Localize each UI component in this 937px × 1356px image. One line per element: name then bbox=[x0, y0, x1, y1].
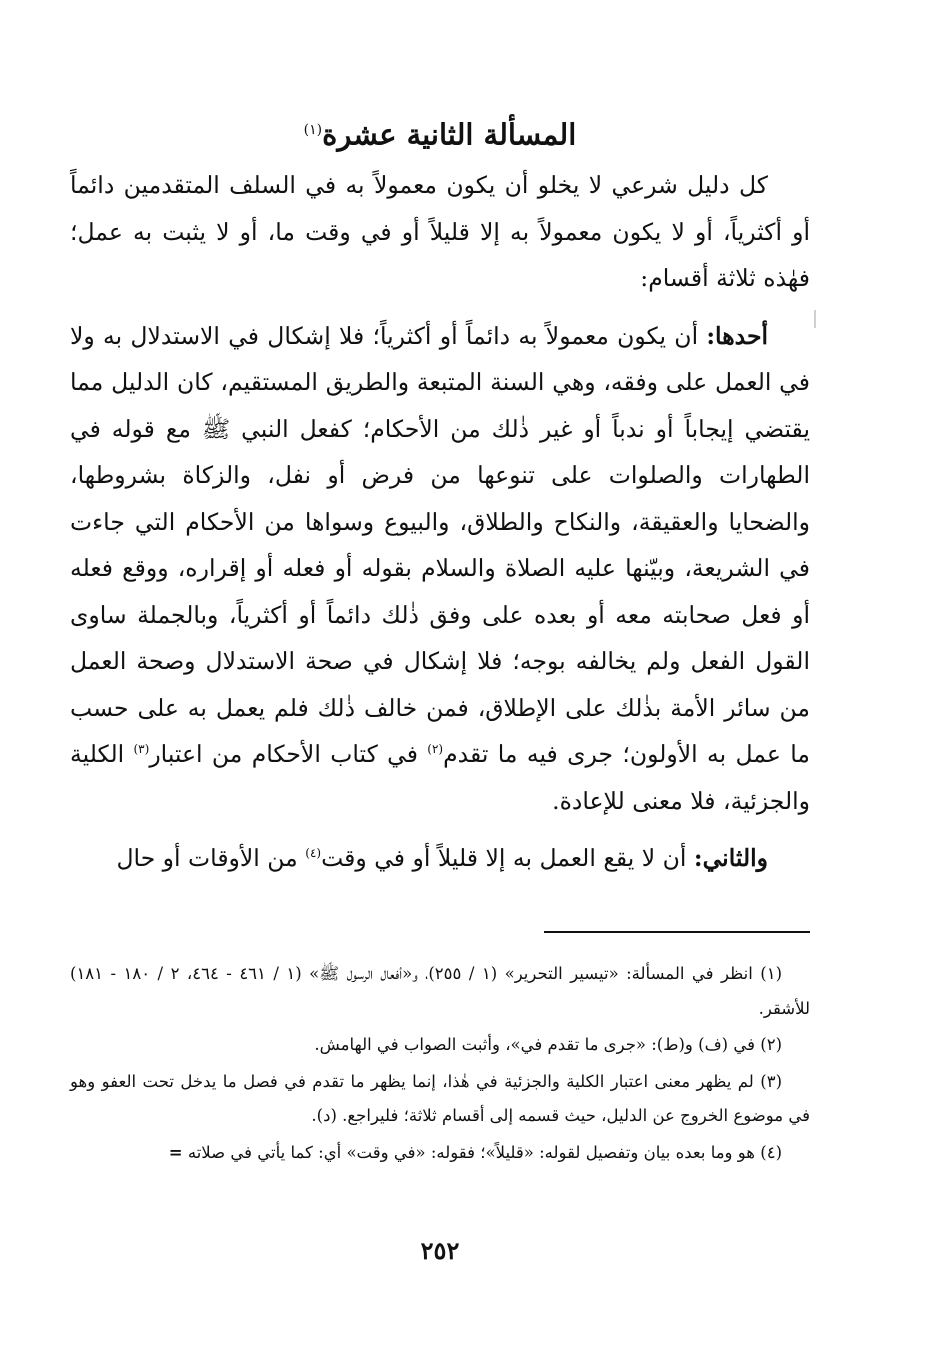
paragraph-second-category bbox=[70, 835, 810, 882]
footnotes bbox=[70, 957, 810, 1172]
footnote-ref-4[interactable]: (٤) bbox=[305, 846, 322, 861]
footnote-3: (٣) لم يظهر معنى اعتبار الكلية والجزئية في هٰذا، إنما يظهر ما تقدم في فصل ما يدخل تحت العفو وهو في موضوع الخروج عن الدليل، حيث قسمه إلى أقسام ثلاثة؛ فليراجع. (د). bbox=[70, 1071, 810, 1125]
footnote-1: (١) انظر في المسألة: «تيسير التحرير» (١ / ٢٥٥)، و«أفعال الرسول ﷺ» (١ / ٤٦١ - ٤٦٤، ٢ / ١٨٠ - ١٨١) للأشقر. bbox=[70, 964, 810, 1018]
second-category-label: والثاني: bbox=[693, 844, 768, 872]
footnote-ref-3[interactable]: (٣) bbox=[133, 742, 150, 757]
section-title-text: المسألة الثانية عشرة bbox=[322, 117, 577, 152]
second-category-text-a: أن لا يقع العمل به إلا قليلاً أو في وقت bbox=[321, 844, 687, 872]
second-category-text-b: من الأوقات أو حال bbox=[116, 844, 298, 872]
footnote-4-text: (٤) هو وما بعده بيان وتفصيل لقوله: «قليلاً»؛ فقوله: «في وقت» أي: كما يأتي في صلاته bbox=[187, 1142, 782, 1162]
footnote-divider bbox=[544, 931, 810, 933]
first-category-text-c: الكلية والجزئية، فلا معنى للإعادة. bbox=[70, 740, 810, 815]
margin-mark bbox=[814, 310, 816, 328]
first-category-label: أحدها: bbox=[706, 321, 768, 350]
footnote-ref-2[interactable]: (٢) bbox=[427, 742, 444, 757]
footnote-2: (٢) في (ف) و(ط): «جرى ما تقدم في»، وأثبت الصواب في الهامش. bbox=[314, 1035, 782, 1054]
paragraph-first-category bbox=[70, 313, 810, 825]
book-page bbox=[70, 0, 810, 1356]
section-title bbox=[70, 100, 810, 165]
footnote-ref-1[interactable]: (١) bbox=[303, 122, 323, 138]
footnote-4 bbox=[70, 1136, 810, 1171]
main-text bbox=[70, 162, 810, 893]
first-category-text-b: في كتاب الأحكام من اعتبار bbox=[149, 740, 418, 768]
paragraph-intro: كل دليل شرعي لا يخلو أن يكون معمولاً به في السلف المتقدمين دائماً أو أكثرياً، أو لا يكون معمولاً به إلا قليلاً أو في وقت ما، أو لا يثبت به عمل؛ فهٰذه ثلاثة أقسام: bbox=[70, 171, 810, 292]
first-category-text-a: أن يكون معمولاً به دائماً أو أكثرياً؛ فلا إشكال في الاستدلال به ولا في العمل على وفقه، وهي السنة المتبعة والطريق المستقيم، كان الدليل مما يقتضي إيجاباً أو ندباً أو غير ذٰلك من الأحكام؛ كفعل النبي ﷺ مع قوله في الطهارات والصلوات على تنوعها من فرض أو نفل، والزكاة بشروطها، والضحايا والعقيقة، والنكاح والطلاق، والبيوع وسواها من الأحكام التي جاءت في الشريعة، وبيّنها عليه الصلاة والسلام بقوله أو فعله أو إقراره، ووقع فعله أو فعل صحابته معه أو بعده على وفق ذٰلك دائماً أو أكثرياً، وبالجملة ساوى القول الفعل ولم يخالفه بوجه؛ فلا إشكال في صحة الاستدلال وصحة العمل من سائر الأمة بذٰلك على الإطلاق، فمن خالف ذٰلك فلم يعمل به على حسب ما عمل به الأولون؛ جرى فيه ما تقدم bbox=[70, 321, 810, 768]
page-number: ٢٥٢ bbox=[420, 1236, 460, 1265]
footnote-continuation-mark: = bbox=[168, 1142, 183, 1162]
